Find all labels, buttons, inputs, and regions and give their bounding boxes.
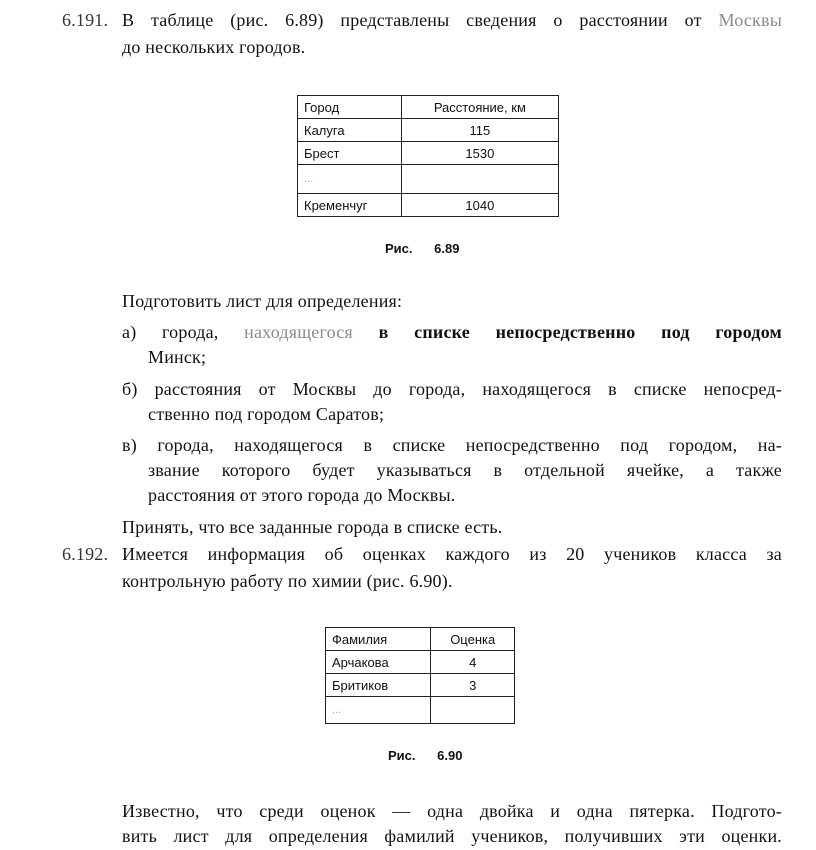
table-header-cell: Фамилия xyxy=(326,628,431,651)
table-header-cell: Расстояние, км xyxy=(401,96,558,119)
problem-6-191-intro-line1: В таблице (рис. 6.89) представлены сведения о расстоянии от Москвы xyxy=(122,10,782,30)
item-c-line3: расстояния от этого города до Москвы. xyxy=(148,485,456,505)
faint-word-moskvy: Москвы xyxy=(718,10,782,30)
item-c-line2: звание которого будет указываться в отдельной ячейке, а также xyxy=(148,460,782,480)
caption-label: Рис. xyxy=(388,748,416,763)
table-row xyxy=(326,697,515,724)
table-row xyxy=(326,674,515,697)
table-header-cell: Оценка xyxy=(431,628,515,651)
problem-6-192-intro-line1: Имеется информация об оценках каждого из 20 учеников класса за xyxy=(122,544,782,564)
faint-word-nakhodyashegosya: находящегося xyxy=(244,322,353,342)
table-cell: 1530 xyxy=(401,142,558,165)
table-cell: Арчакова xyxy=(326,651,431,674)
item-c-line1: в) города, находящегося в списке непосредственно под городом, на- xyxy=(122,435,782,455)
item-b-line1: б) расстояния от Москвы до города, находящегося в списке непосред- xyxy=(122,379,782,399)
table-cell-ellipsis: ... xyxy=(298,165,402,194)
caption-label: Рис. xyxy=(385,241,413,256)
table-row xyxy=(298,165,559,194)
table-row xyxy=(298,142,559,165)
figure-caption-6-89 xyxy=(385,241,459,256)
item-b-line2: ственно под городом Саратов; xyxy=(148,404,385,424)
item-a-line1: а) города, находящегося в списке непосредственно под городом xyxy=(122,322,783,342)
caption-number: 6.89 xyxy=(434,241,460,256)
figure-caption-6-90 xyxy=(388,748,462,763)
table-cell: Бритиков xyxy=(326,674,431,697)
table-cell: Брест xyxy=(298,142,402,165)
table-cell xyxy=(431,697,515,724)
problem-6-191-number: 6.191. xyxy=(62,10,109,30)
table-row xyxy=(326,651,515,674)
problem-6-192-number: 6.192. xyxy=(62,544,109,564)
task-intro: Подготовить лист для определения: xyxy=(122,291,403,311)
table-header-cell: Город xyxy=(298,96,402,119)
table-header-row xyxy=(326,628,515,651)
problem-note: Принять, что все заданные города в списке есть. xyxy=(122,517,503,537)
distance-table xyxy=(297,95,559,217)
final-paragraph-line1: Известно, что среди оценок — одна двойка и одна пятерка. Подгото- xyxy=(122,801,782,821)
table-cell-ellipsis: ... xyxy=(326,697,431,724)
problem-6-191-intro-line2: до нескольких городов. xyxy=(122,37,306,57)
item-a-line2: Минск; xyxy=(148,347,207,367)
table-row xyxy=(298,119,559,142)
final-paragraph-line2: вить лист для определения фамилий учеников, получивших эти оценки. xyxy=(122,826,782,846)
table-cell: Калуга xyxy=(298,119,402,142)
table-cell xyxy=(401,165,558,194)
table-cell: 1040 xyxy=(401,194,558,217)
problem-6-192-intro-line2: контрольную работу по химии (рис. 6.90). xyxy=(122,571,453,591)
table-header-row xyxy=(298,96,559,119)
table-cell: Кременчуг xyxy=(298,194,402,217)
table-cell: 4 xyxy=(431,651,515,674)
table-row xyxy=(298,194,559,217)
table-cell: 115 xyxy=(401,119,558,142)
table-cell: 3 xyxy=(431,674,515,697)
grades-table xyxy=(325,627,515,724)
caption-number: 6.90 xyxy=(437,748,463,763)
